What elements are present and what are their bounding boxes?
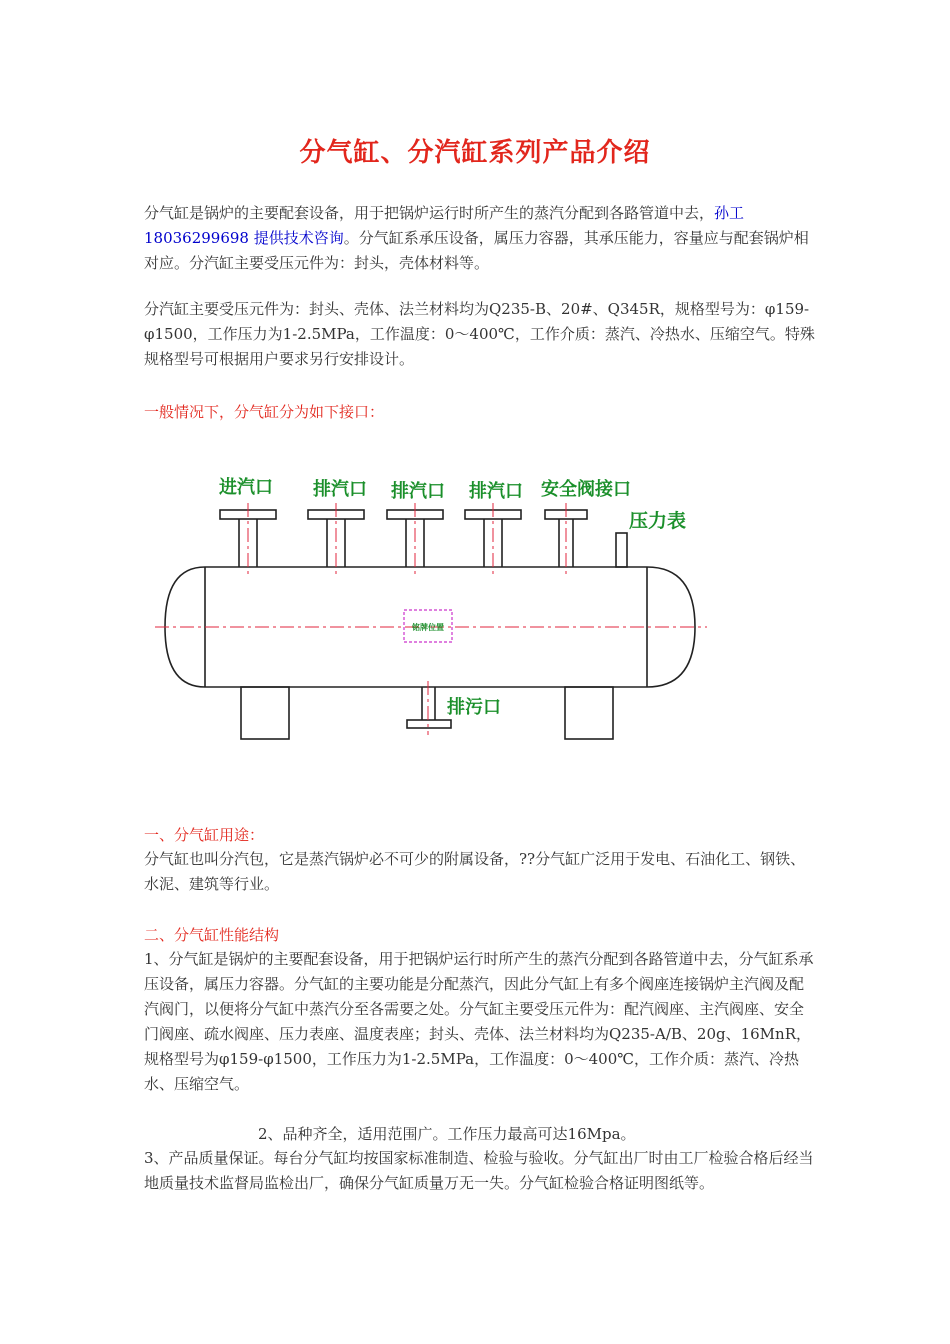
right-support xyxy=(565,687,613,739)
section2-item1: 1、分气缸是锅炉的主要配套设备，用于把锅炉运行时所产生的蒸汽分配到各路管道中去，分气缸系承压设备，属压力容器。分气缸的主要功能是分配蒸汽，因此分气缸上有多个阀座连接锅炉主汽阀及配汽阀门，以便将分气缸中蒸汽分至各需要之处。分气缸主要受压元件为：配汽阀座、主汽阀座、安全门阀座、疏水阀座、压力表座、温度表座；封头、壳体、法兰材料均为Q235-A/B、20g、16MnR，规格型号为φ159-φ1500，工作压力为1-2.5MPa，工作温度：0～400℃，工作介质：蒸汽、冷热水、压缩空气。 xyxy=(144,950,814,1093)
contact-info: 孙工 18036299698 提供技术咨询 xyxy=(144,204,745,247)
section2-item3: 3、产品质量保证。每台分气缸均按国家标准制造、检验与验收。分气缸出厂时由工厂检验合格后经当地质量技术监督局监检出厂，确保分气缸质量万无一失。分气缸检验合格证明图纸等。 xyxy=(144,1149,814,1192)
section1-body: 分气缸也叫分汽包，它是蒸汽锅炉必不可少的附属设备，??分气缸广泛用于发电、石油化工、钢铁、水泥、建筑等行业。 xyxy=(144,850,806,893)
intro-paragraph xyxy=(144,201,816,276)
section2-heading: 二、分气缸性能结构 xyxy=(144,926,280,944)
outlet1-label: 排汽口 xyxy=(313,479,367,500)
interface-heading: 一般情况下，分气缸分为如下接口： xyxy=(144,403,385,421)
outlet2-label: 排汽口 xyxy=(391,481,445,502)
left-support xyxy=(241,687,289,739)
page-title: 分气缸、分汽缸系列产品介绍 xyxy=(299,138,651,168)
pressure-gauge-nozzle xyxy=(616,533,627,567)
section2-item2: 2、品种齐全，适用范围广。工作压力最高可达16Mpa。 xyxy=(258,1125,636,1143)
pressure-gauge-label: 压力表 xyxy=(629,510,687,532)
specs-paragraph: 分汽缸主要受压元件为：封头、壳体、法兰材料均为Q235-B、20#、Q345R，规格型号为：φ159-φ1500，工作压力为1-2.5MPa，工作温度：0～400℃，工作介质：蒸汽、冷热水、压缩空气。特殊规格型号可根据用户要求另行安排设计。 xyxy=(144,300,815,368)
drain-label: 排污口 xyxy=(447,697,501,718)
section1-heading: 一、分气缸用途： xyxy=(144,826,265,844)
intro-text-before: 分气缸是锅炉的主要配套设备，用于把锅炉运行时所产生的蒸汽分配到各路管道中去， xyxy=(144,204,715,222)
drain-flange xyxy=(407,720,451,728)
steam-header-diagram xyxy=(155,455,710,755)
inlet-label: 进汽口 xyxy=(219,477,273,498)
safety-valve-label: 安全阀接口 xyxy=(541,479,631,500)
intro-text-after: 。分气缸系承压设备，属压力容器，其承压能力，容量应与配套锅炉相对应。分汽缸主要受压元件为：封头，壳体材料等。 xyxy=(144,229,809,272)
outlet3-label: 排汽口 xyxy=(469,481,523,502)
nameplate-label: 铭牌位置 xyxy=(412,623,444,632)
